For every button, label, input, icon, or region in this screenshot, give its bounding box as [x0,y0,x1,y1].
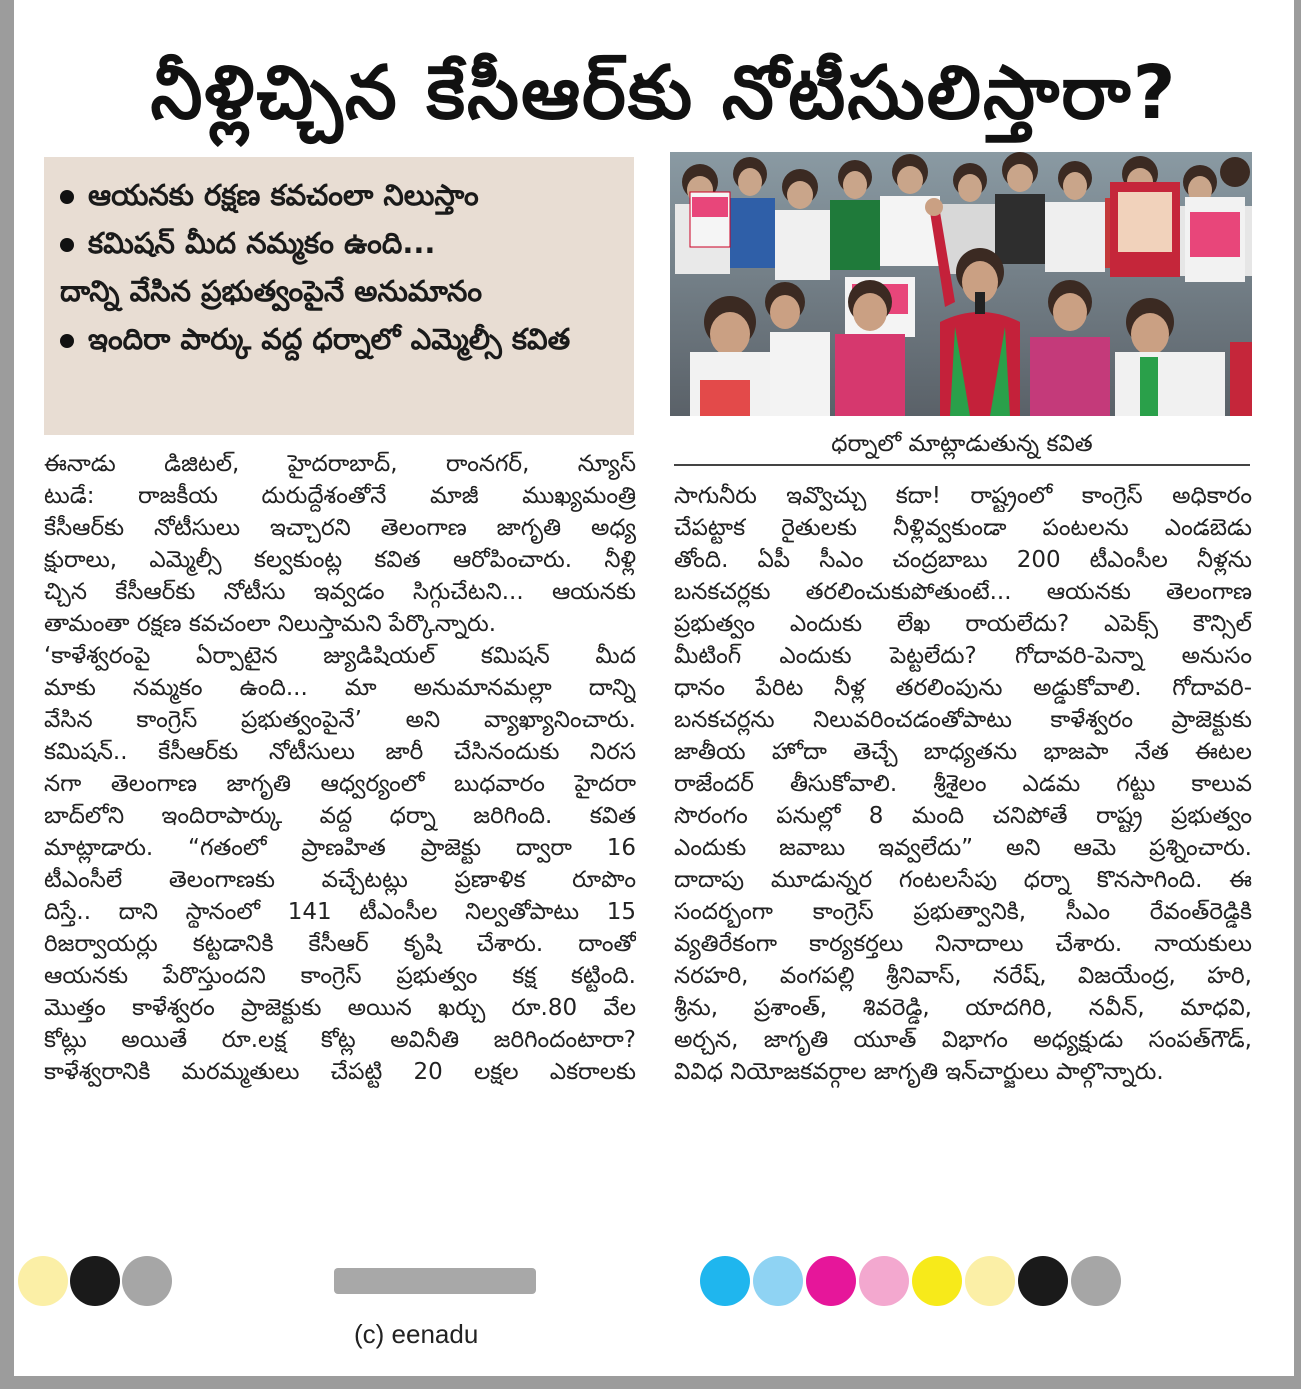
article-line: వివిధ నియోజకవర్గాల జాగృతి ఇన్‌చార్జులు పాల్గొన్నారు. [674,1059,1164,1085]
registration-dot [700,1256,750,1306]
bullet-dot-icon [60,190,74,204]
newspaper-clipping [14,0,1294,1376]
protest-crowd-image [670,152,1252,416]
article-line: మొత్తం కాళేశ్వరం ప్రాజెక్టుకు అయిన ఖర్చు రూ.80 వేల [44,995,636,1021]
article-line: కోట్లు అయితే రూ.లక్ష కోట్ల అవినీతి జరిగిందంటారా? [44,1027,636,1053]
article-line: తోంది. ఏపీ సీఎం చంద్రబాబు 200 టీఎంసీల నీళ్లను [674,547,1252,573]
article-line: చేపట్టాక రైతులకు నీళ్లివ్వకుండా పంటలను ఎండబెడు [674,515,1252,541]
registration-dot [912,1256,962,1306]
copyright-text: (c) eenadu [354,1319,479,1349]
photo-caption: ధర్నాలో మాట్లాడుతున్న కవిత [674,424,1250,466]
article-line: ఈనాడు డిజిటల్‌, హైదరాబాద్‌, రాంనగర్‌, న్యూస్‌ [44,451,636,477]
article-line: బనకచర్లను నిలువరించడంతోపాటు కాళేశ్వరం ప్రాజెక్టుకు [674,707,1252,733]
highlight-item-continued: దాన్ని వేసిన ప్రభుత్వంపైనే అనుమానం [60,274,483,308]
article-line: టీఎంసీలే తెలంగాణకు వచ్చేటట్లు ప్రణాళిక రూపొం [44,867,636,893]
article-line: మాకు నమ్మకం ఉంది... మా అనుమానమల్లా దాన్ని [44,675,636,701]
article-line: వ్యతిరేకంగా కార్యకర్తలు నినాదాలు చేశారు. నాయకులు [674,931,1252,957]
article-line: సాగునీరు ఇవ్వొచ్చు కదా! రాష్ట్రంలో కాంగ్రెస్‌ అధికారం [674,483,1252,509]
article-line: దాదాపు మూడున్నర గంటలసేపు ధర్నా కొనసాగింది. ఈ [674,867,1252,893]
article-line: వేసిన కాంగ్రెస్‌ ప్రభుత్వంపైనే’ అని వ్యాఖ్యానించారు. [44,707,636,733]
article-line: మీటింగ్‌ ఎందుకు పెట్టలేదు? గోదావరి-పెన్నా అనుసం [674,643,1252,669]
print-registration-marks [14,1248,1294,1312]
article-line: మాట్లాడారు. “గతంలో ప్రాణహిత ప్రాజెక్టు ద్వారా 16 [44,835,636,861]
registration-dot [1071,1256,1121,1306]
article-column-left [44,448,636,1240]
article-column-right [674,480,1252,1250]
article-line: టుడే: రాజకీయ దురుద్దేశంతోనే మాజీ ముఖ్యమంత్రి [44,483,636,509]
bullet-dot-icon [60,238,74,252]
registration-dot [18,1256,68,1306]
article-line: బనకచర్లకు తరలించుకుపోతుంటే... ఆయనకు తెలంగాణ [674,579,1252,605]
article-line: సొరంగం పనుల్లో 8 మంది చనిపోతే రాష్ట్ర ప్రభుత్వం [674,803,1252,829]
article-line: జాతీయ హోదా తెచ్చే బాధ్యతను భాజపా నేత ఈటల [674,739,1252,765]
article-line: కమిషన్‌.. కేసీఆర్‌కు నోటీసులు జారీ చేసినందుకు నిరస [44,739,636,765]
protest-photo [670,152,1252,416]
registration-dot [965,1256,1015,1306]
registration-dot [859,1256,909,1306]
article-line: క్షురాలు, ఎమ్మెల్సీ కల్వకుంట్ల కవిత ఆరోపించారు. నీళ్లి [44,547,636,573]
article-line: అర్చన, జాగృతి యూత్‌ విభాగం అధ్యక్షుడు సంపత్‌గౌడ్‌, [674,1027,1252,1053]
highlight-item: ఆయనకు రక్షణ కవచంలా నిలుస్తాం [60,171,624,219]
highlight-item: కమిషన్‌ మీద నమ్మకం ఉంది... [60,219,624,267]
article-line: సందర్భంగా కాంగ్రెస్‌ ప్రభుత్వానికి, సీఎం రేవంత్‌రెడ్డికి [674,899,1252,925]
article-line: ఆయనకు పేరొస్తుందని కాంగ్రెస్‌ ప్రభుత్వం కక్ష కట్టింది. [44,963,636,989]
article-line: ఎందుకు జవాబు ఇవ్వలేదు” అని ఆమె ప్రశ్నించారు. [674,835,1252,861]
article-line: ‘కాళేశ్వరంపై ఏర్పాటైన జ్యుడిషియల్‌ కమిషన్‌ మీద [44,643,636,669]
article-line: శ్రీను, ప్రశాంత్‌, శివరెడ్డి, యాదగిరి, నవీన్‌, మాధవి, [674,995,1252,1021]
highlights-box [44,157,634,435]
article-line: చ్చిన కేసీఆర్‌కు నోటీసు ఇవ్వడం సిగ్గుచేటని... ఆయనకు [44,579,636,605]
registration-dot [753,1256,803,1306]
registration-dot [806,1256,856,1306]
registration-dot [70,1256,120,1306]
highlight-item: ఇందిరా పార్కు వద్ద ధర్నాలో ఎమ్మెల్సీ కవిత [60,315,624,363]
article-line: ధానం పేరిట నీళ్ల తరలింపును అడ్డుకోవాలి. గోదావరి- [674,675,1252,701]
registration-dot [122,1256,172,1306]
article-line: ప్రభుత్వం ఎందుకు లేఖ రాయలేదు? ఎపెక్స్‌ కౌన్సిల్‌ [674,611,1252,637]
article-line: తామంతా రక్షణ కవచంలా నిలుస్తామని పేర్కొన్నారు. [44,611,497,637]
article-line: నగా తెలంగాణ జాగృతి ఆధ్వర్యంలో బుధవారం హైదరా [44,771,636,797]
bullet-dot-icon [60,334,74,348]
article-line: దిస్తే.. దాని స్థానంలో 141 టీఎంసీల నిల్వతోపాటు 15 [44,899,636,925]
registration-dot [1018,1256,1068,1306]
article-line: రిజర్వాయర్లు కట్టడానికి కేసీఆర్‌ కృషి చేశారు. దాంతో [44,931,636,957]
headline: నీళ్లిచ్చిన కేసీఆర్‌కు నోటీసులిస్తారా? [150,50,1178,136]
gray-bar-mark [334,1268,536,1294]
article-line: కాళేశ్వరానికి మరమ్మతులు చేపట్టి 20 లక్షల ఎకరాలకు [44,1059,636,1085]
article-line: బాద్‌లోని ఇందిరాపార్కు వద్ద ధర్నా జరిగింది. కవిత [44,803,636,829]
article-line: రాజేందర్‌ తీసుకోవాలి. శ్రీశైలం ఎడమ గట్టు కాలువ [674,771,1252,797]
article-line: నరహరి, వంగపల్లి శ్రీనివాస్‌, నరేష్‌, విజయేంద్ర, హరి, [674,963,1252,989]
article-line: కేసీఆర్‌కు నోటీసులు ఇచ్చారని తెలంగాణ జాగృతి అధ్య [44,515,636,541]
